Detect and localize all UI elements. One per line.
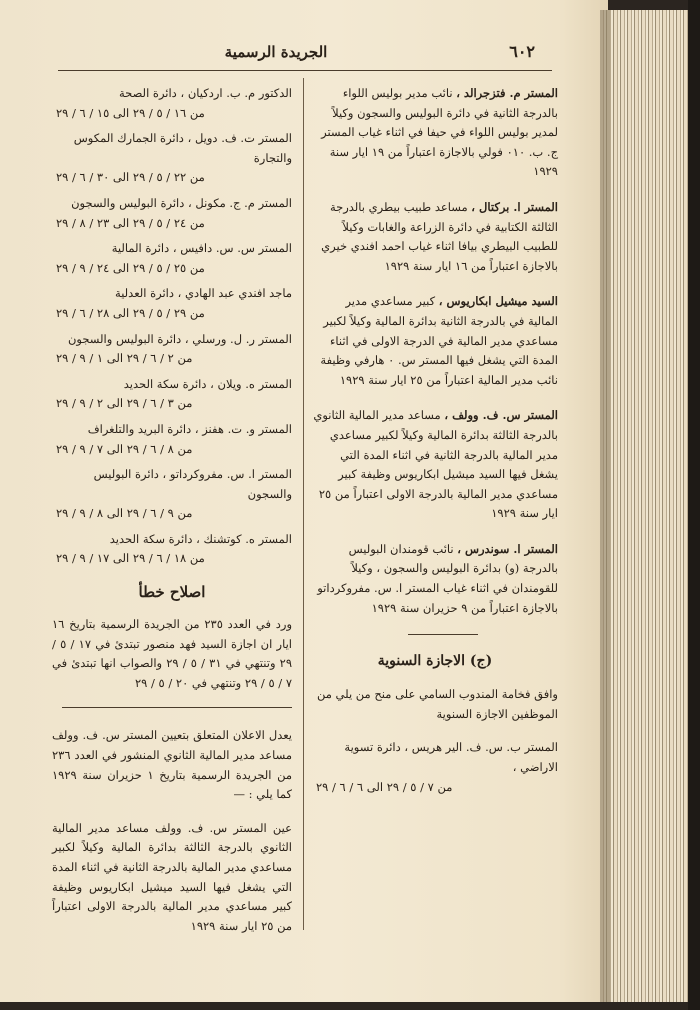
leave-entry-dates: من ٧ / ٥ / ٢٩ الى ٦ / ٦ / ٢٩: [316, 779, 453, 794]
column-divider: [303, 78, 304, 930]
leave-entry-dates: من ٨ / ٦ / ٢٩ الى ٧ / ٩ / ٢٩: [56, 441, 193, 456]
page-number: ٦٠٢: [509, 42, 535, 61]
entry-body: مساعد طبيب بيطري بالدرجة الثالثة الكتابية في دائرة الزراعة والغابات وكيلاً للطبيب البيطري بيافا اثناء غياب احمد افندي خيري بالاجازة اعتباراً من ١٦ ايار سنة ١٩٢٩: [321, 199, 558, 273]
entry-name: المستر س. ف. وولف ،: [444, 408, 558, 423]
leave-entry: [52, 420, 292, 459]
entry-body: مساعد مدير المالية الثانوي بالدرجة الثالثة بدائرة المالية وكيلاً لكبير مساعدي مدير المالية بالدرجة الثانية في اثناء المدة التي يشغل فيها السيد ميشيل ابكاريوس وظيفة كبير مساعدي مدير المالية بالدرجة الاولى اعتباراً من ٢٥ ايار سنة ١٩٢٩: [313, 408, 558, 521]
entry-body: كبير مساعدي مدير المالية في بالدرجة الثانية بدائرة المالية وكيلاً لكبير مساعدي مدير المالية في الدرجة الاولى في اثناء المدة التي يشغل فيها المستر س. ٠ هارفي وظيفة نائب مدير المالية اعتباراً من ٢٥ ايار سنة ١٩٢٩: [320, 294, 558, 387]
leave-entry-name: المستر ت. ف. دويل ، دائرة الجمارك المكوس والتجارة: [73, 131, 292, 165]
leave-entry-dates: من ٩ / ٦ / ٢٩ الى ٨ / ٩ / ٢٩: [56, 506, 193, 521]
entry-name: السيد ميشيل ابكاريوس ،: [438, 294, 558, 309]
left-column: [52, 84, 292, 950]
leave-entry-dates: من ١٨ / ٦ / ٢٩ الى ١٧ / ٩ / ٢٩: [56, 551, 205, 566]
leave-entry-dates: من ٢ / ٦ / ٢٩ الى ١ / ٩ / ٢٩: [56, 351, 193, 366]
amendment-notice: يعدل الاعلان المتعلق بتعيين المستر س. ف. وولف مساعد مدير المالية الثانوي المنشور في العدد ٢٣٦ من الجريدة الرسمية بتاريخ ١ حزيران سنة ١٩٢٩ كما يلي : —: [52, 728, 292, 802]
leave-entry-name: المستر ا. س. مفروكرداتو ، دائرة البوليس والسجون: [93, 467, 292, 501]
book-cover-edge: [688, 0, 700, 1010]
leave-entry-name: المستر ب. س. ف. الير هريس ، دائرة تسوية الاراضي ،: [344, 740, 558, 775]
leave-entry-name: المستر ر. ل. ورسلي ، دائرة البوليس والسجون: [67, 331, 292, 346]
leave-entry: [52, 84, 292, 123]
leave-entry-name: المستر ه. ويلان ، دائرة سكة الحديد: [123, 376, 292, 391]
leave-entry-dates: من ٢٩ / ٥ / ٢٩ الى ٢٨ / ٦ / ٢٩: [56, 305, 205, 320]
leave-entry: [52, 375, 292, 414]
acting-appointment-entry: [312, 540, 558, 618]
acting-appointment-entry: [312, 406, 558, 524]
entry-name: المستر ا. بركتال ،: [471, 199, 558, 214]
entry-name: المستر ا. سوندرس ،: [457, 541, 558, 556]
page-gutter-shadow: [600, 10, 610, 1002]
acting-appointment-entry: [312, 84, 558, 182]
header-rule: [58, 70, 552, 71]
right-column: [312, 84, 558, 803]
leave-entry-name: المستر و. ت. هفنز ، دائرة البريد والتلغراف: [87, 421, 292, 436]
leave-entry-name: المستر م. ج. مكونل ، دائرة البوليس والسجون: [71, 195, 292, 210]
entry-body: نائب مدير بوليس اللواء بالدرجة الثانية في دائرة البوليس والسجون وكيلاً لمدير بوليس اللواء في حيفا في اثناء غياب المستر ج. ب. ٠١٠ فولي بالاجازة اعتباراً من ١٩ ايار سنة ١٩٢٩: [321, 86, 558, 179]
gazette-title: الجريدة الرسمية: [224, 43, 328, 61]
section-rule: [408, 634, 478, 635]
leave-entry: [52, 194, 292, 233]
leave-entry-dates: من ١٦ / ٥ / ٢٩ الى ١٥ / ٦ / ٢٩: [56, 105, 205, 120]
leave-entry-dates: من ٢٥ / ٥ / ٢٩ الى ٢٤ / ٩ / ٢٩: [56, 260, 205, 275]
leave-entry-name: الدكتور م. ب. اردكيان ، دائرة الصحة: [119, 86, 292, 100]
errata-rule: [62, 707, 292, 708]
leave-entry: [312, 738, 558, 797]
errata-text: ورد في العدد ٢٣٥ من الجريدة الرسمية بتاريخ ١٦ ايار ان اجازة السيد فهد منصور تبتدئ في ١٧ / ٥ / ٢٩ وتنتهي في ٣١ / ٥ / ٢٩ والصواب انها تبتدئ في ٧ / ٥ / ٢٩ وتنتهي في ٢٠ / ٥ / ٢٩: [52, 617, 293, 690]
errata-heading: اصلاح خطأ: [138, 583, 206, 602]
amended-appointment-text: عين المستر س. ف. وولف مساعد مدير المالية الثانوي بالدرجة الثالثة بدائرة المالية وكيلاً لكبير مساعدي مدير المالية بالدرجة الثانية في اثناء المدة التي يشغل فيها السيد ميشيل ابكاريوس وظيفة كبير مساعدي مدير المالية بالدرجة الاولى اعتباراً من ٢٥ ايار سنة ١٩٢٩: [52, 820, 292, 933]
leave-entry-name: المستر ه. كوتشنك ، دائرة سكة الحديد: [109, 531, 292, 546]
leave-entry: [52, 530, 292, 569]
leave-entry: [52, 330, 292, 369]
entry-name: المستر م. فتزجرالد ،: [456, 86, 558, 100]
leave-entry-name: ماجد افندي عبد الهادي ، دائرة العدلية: [115, 286, 292, 301]
acting-appointment-entry: [312, 292, 558, 390]
leave-entry-dates: من ٢٤ / ٥ / ٢٩ الى ٢٣ / ٨ / ٢٩: [56, 215, 205, 230]
leave-entry: [52, 284, 292, 323]
entry-body: نائب قومندان البوليس بالدرجة (و) بدائرة البوليس والسجون ، وكيلاً للقومندان في اثناء غياب المستر ا. س. مفروكرداتو بالاجازة اعتباراً من ٩ حزيران سنة ١٩٢٩: [317, 541, 558, 615]
annual-leave-intro: وافق فخامة المندوب السامي على منح من يلي من الموظفين الاجازة السنوية: [316, 687, 558, 721]
acting-appointment-entry: [312, 198, 558, 276]
book-page-edges: [600, 10, 692, 1002]
leave-entry: [52, 129, 292, 188]
leave-entry-dates: من ٢٢ / ٥ / ٢٩ الى ٣٠ / ٦ / ٢٩: [56, 170, 205, 185]
leave-entry-name: المستر س. س. دافيس ، دائرة المالية: [111, 241, 292, 256]
leave-entry-dates: من ٣ / ٦ / ٢٩ الى ٢ / ٩ / ٢٩: [56, 396, 193, 411]
leave-entry: [52, 465, 292, 524]
leave-entry: [52, 239, 292, 278]
section-heading-annual-leave: (ج) الاجازة السنوية: [377, 653, 493, 670]
